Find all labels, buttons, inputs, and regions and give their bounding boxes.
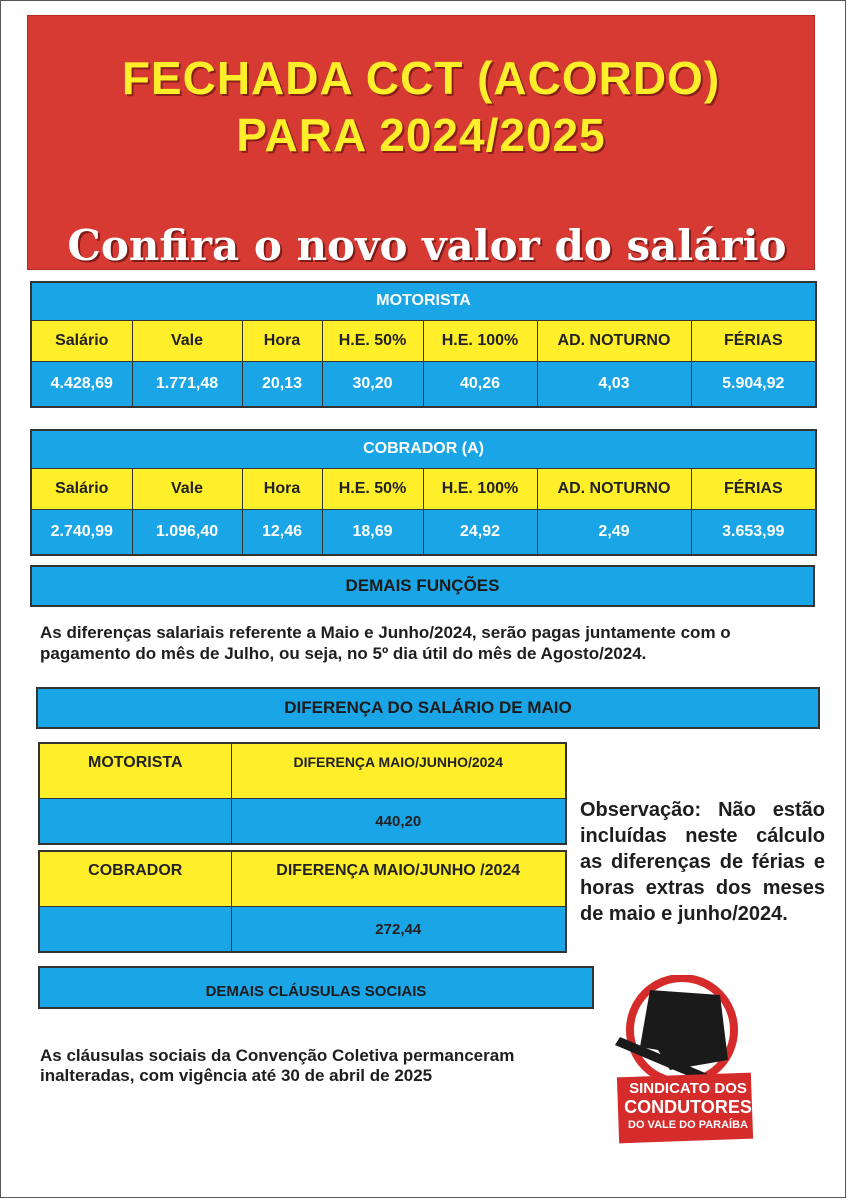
demais-funcoes-bar: DEMAIS FUNÇÕES bbox=[30, 565, 815, 607]
demais-funcoes-text: As diferenças salariais referente a Maio e Junho/2024, serão pagas juntamente com o pagamento do mês de Julho, ou seja, no 5º dia útil do mês de Agosto/2024. bbox=[40, 623, 731, 663]
motorista-diff-header: DIFERENÇA MAIO/JUNHO/2024 bbox=[231, 743, 566, 799]
val-ad-noturno: 2,49 bbox=[537, 509, 691, 555]
sindicato-logo bbox=[610, 975, 760, 1145]
cobrador-diff-value: 272,44 bbox=[231, 907, 566, 953]
col-ad-noturno: AD. NOTURNO bbox=[537, 320, 691, 361]
val-salario: 2.740,99 bbox=[31, 509, 132, 555]
val-hora: 12,46 bbox=[242, 509, 322, 555]
col-ferias: FÉRIAS bbox=[691, 320, 816, 361]
col-he100: H.E. 100% bbox=[423, 468, 537, 509]
val-vale: 1.096,40 bbox=[132, 509, 242, 555]
val-ad-noturno: 4,03 bbox=[537, 361, 691, 407]
title-line-1: FECHADA CCT (ACORDO) bbox=[121, 52, 721, 104]
cobrador-diff-table bbox=[38, 850, 567, 953]
clausulas-text: As cláusulas sociais da Convenção Coletiva permanceram inalteradas, com vigência até 30 de abril de 2025 bbox=[40, 1046, 515, 1085]
cobrador-diff-empty bbox=[39, 907, 231, 953]
logo-line-1: SINDICATO DOS bbox=[629, 1080, 747, 1097]
col-hora: Hora bbox=[242, 468, 322, 509]
col-he100: H.E. 100% bbox=[423, 320, 537, 361]
motorista-diff-empty bbox=[39, 799, 231, 845]
cobrador-diff-label: COBRADOR bbox=[39, 851, 231, 907]
val-he50: 30,20 bbox=[322, 361, 423, 407]
observacao-text: Observação: Não estão incluídas neste cálculo as diferenças de férias e horas extras dos meses de maio e junho/2024. bbox=[580, 799, 825, 925]
motorista-title: MOTORISTA bbox=[31, 282, 816, 320]
col-ferias: FÉRIAS bbox=[691, 468, 816, 509]
col-salario: Salário bbox=[31, 320, 132, 361]
motorista-table bbox=[30, 281, 817, 408]
val-ferias: 3.653,99 bbox=[691, 509, 816, 555]
col-he50: H.E. 50% bbox=[322, 320, 423, 361]
diferenca-bar: DIFERENÇA DO SALÁRIO DE MAIO bbox=[36, 687, 820, 729]
val-he100: 24,92 bbox=[423, 509, 537, 555]
cobrador-title: COBRADOR (A) bbox=[31, 430, 816, 468]
col-hora: Hora bbox=[242, 320, 322, 361]
cobrador-diff-header: DIFERENÇA MAIO/JUNHO /2024 bbox=[231, 851, 566, 907]
val-he100: 40,26 bbox=[423, 361, 537, 407]
clausulas-bar: DEMAIS CLÁUSULAS SOCIAIS bbox=[38, 966, 594, 1009]
col-vale: Vale bbox=[132, 468, 242, 509]
col-salario: Salário bbox=[31, 468, 132, 509]
val-ferias: 5.904,92 bbox=[691, 361, 816, 407]
header-banner bbox=[27, 15, 815, 270]
title-line-2: PARA 2024/2025 bbox=[236, 109, 606, 161]
col-ad-noturno: AD. NOTURNO bbox=[537, 468, 691, 509]
motorista-diff-label: MOTORISTA bbox=[39, 743, 231, 799]
col-he50: H.E. 50% bbox=[322, 468, 423, 509]
cobrador-table bbox=[30, 429, 817, 556]
col-vale: Vale bbox=[132, 320, 242, 361]
header-subtitle: Confira o novo valor do salário bbox=[67, 221, 787, 270]
logo-line-3: DO VALE DO PARAÍBA bbox=[628, 1119, 748, 1131]
motorista-diff-value: 440,20 bbox=[231, 799, 566, 845]
val-hora: 20,13 bbox=[242, 361, 322, 407]
val-salario: 4.428,69 bbox=[31, 361, 132, 407]
logo-line-2: CONDUTORES bbox=[624, 1097, 752, 1117]
header-title bbox=[28, 50, 814, 164]
val-vale: 1.771,48 bbox=[132, 361, 242, 407]
motorista-diff-table bbox=[38, 742, 567, 845]
val-he50: 18,69 bbox=[322, 509, 423, 555]
logo-text bbox=[624, 1080, 752, 1134]
